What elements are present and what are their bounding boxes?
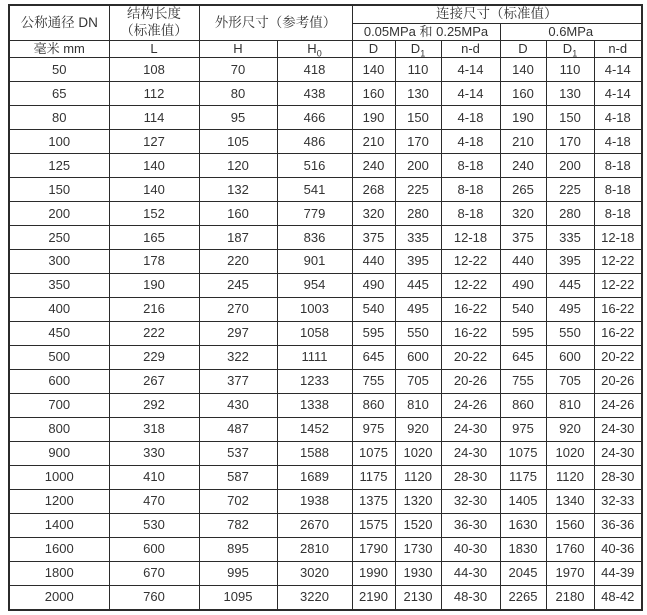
cell-d1-low-pressure: 225 (395, 178, 441, 202)
cell-d-high-pressure: 210 (500, 130, 546, 154)
cell-structure-length: 222 (109, 322, 199, 346)
header-row-groups (9, 5, 642, 23)
table-row (9, 154, 642, 178)
cell-height-h0: 1003 (277, 298, 352, 322)
cell-d1-low-pressure: 1520 (395, 513, 441, 537)
cell-nd-low-pressure: 8-18 (441, 202, 500, 226)
cell-d1-high-pressure: 1760 (546, 537, 594, 561)
cell-d1-low-pressure: 130 (395, 82, 441, 106)
cell-height-h: 487 (199, 417, 277, 441)
cell-d-high-pressure: 375 (500, 226, 546, 250)
cell-d1-high-pressure: 920 (546, 417, 594, 441)
cell-d-high-pressure: 595 (500, 322, 546, 346)
cell-height-h: 702 (199, 489, 277, 513)
cell-height-h: 160 (199, 202, 277, 226)
cell-d-high-pressure: 320 (500, 202, 546, 226)
cell-d-low-pressure: 190 (352, 106, 395, 130)
cell-d-high-pressure: 645 (500, 346, 546, 370)
cell-dn: 800 (9, 417, 109, 441)
cell-d1-low-pressure: 395 (395, 250, 441, 274)
cell-nd-high-pressure: 36-36 (594, 513, 642, 537)
header-connection-dimensions: 连接尺寸（标准值） (352, 5, 642, 23)
cell-nd-high-pressure: 4-14 (594, 58, 642, 82)
cell-d-low-pressure: 210 (352, 130, 395, 154)
cell-structure-length: 152 (109, 202, 199, 226)
cell-nd-high-pressure: 4-18 (594, 106, 642, 130)
cell-nd-high-pressure: 28-30 (594, 465, 642, 489)
cell-d1-low-pressure: 335 (395, 226, 441, 250)
cell-dn: 1400 (9, 513, 109, 537)
cell-d1-low-pressure: 1120 (395, 465, 441, 489)
cell-d-low-pressure: 320 (352, 202, 395, 226)
header-symbol-D1-high: $D_1$ (546, 41, 594, 58)
cell-d1-high-pressure: 495 (546, 298, 594, 322)
cell-d1-low-pressure: 1020 (395, 441, 441, 465)
table-row (9, 346, 642, 370)
cell-d1-high-pressure: 705 (546, 369, 594, 393)
cell-height-h: 270 (199, 298, 277, 322)
table-row (9, 441, 642, 465)
cell-d1-low-pressure: 495 (395, 298, 441, 322)
cell-dn: 400 (9, 298, 109, 322)
cell-d1-low-pressure: 280 (395, 202, 441, 226)
cell-nd-high-pressure: 24-30 (594, 441, 642, 465)
cell-height-h: 120 (199, 154, 277, 178)
cell-d1-low-pressure: 200 (395, 154, 441, 178)
cell-nd-high-pressure: 12-18 (594, 226, 642, 250)
cell-d1-high-pressure: 810 (546, 393, 594, 417)
cell-dn: 500 (9, 346, 109, 370)
cell-nd-low-pressure: 28-30 (441, 465, 500, 489)
cell-d-low-pressure: 975 (352, 417, 395, 441)
cell-d-high-pressure: 140 (500, 58, 546, 82)
header-symbol-H: H (199, 41, 277, 58)
cell-d1-high-pressure: 280 (546, 202, 594, 226)
cell-d-low-pressure: 540 (352, 298, 395, 322)
cell-d1-low-pressure: 550 (395, 322, 441, 346)
cell-nd-high-pressure: 20-26 (594, 369, 642, 393)
cell-nd-high-pressure: 40-36 (594, 537, 642, 561)
table-row (9, 537, 642, 561)
cell-height-h: 1095 (199, 585, 277, 610)
cell-d1-low-pressure: 150 (395, 106, 441, 130)
cell-height-h0: 516 (277, 154, 352, 178)
cell-nd-low-pressure: 24-30 (441, 417, 500, 441)
cell-d1-low-pressure: 920 (395, 417, 441, 441)
cell-nd-high-pressure: 32-33 (594, 489, 642, 513)
table-row (9, 489, 642, 513)
cell-d1-low-pressure: 1320 (395, 489, 441, 513)
header-row-symbols (9, 41, 642, 58)
cell-d-high-pressure: 440 (500, 250, 546, 274)
cell-height-h0: 1452 (277, 417, 352, 441)
table-row (9, 393, 642, 417)
cell-d-low-pressure: 440 (352, 250, 395, 274)
header-symbol-L: L (109, 41, 199, 58)
cell-dn: 50 (9, 58, 109, 82)
table-row (9, 417, 642, 441)
dimension-table-container (8, 4, 643, 611)
cell-d-high-pressure: 190 (500, 106, 546, 130)
table-header (9, 5, 642, 58)
header-structure-length-line2: （标准值） (120, 23, 188, 39)
cell-d-low-pressure: 1790 (352, 537, 395, 561)
cell-nd-high-pressure: 16-22 (594, 322, 642, 346)
table-row (9, 369, 642, 393)
cell-height-h: 105 (199, 130, 277, 154)
cell-d1-high-pressure: 150 (546, 106, 594, 130)
cell-height-h: 220 (199, 250, 277, 274)
cell-d-low-pressure: 140 (352, 58, 395, 82)
header-symbol-D-low: D (352, 41, 395, 58)
table-row (9, 202, 642, 226)
cell-dn: 150 (9, 178, 109, 202)
cell-d1-high-pressure: 110 (546, 58, 594, 82)
cell-height-h0: 954 (277, 274, 352, 298)
table-row (9, 250, 642, 274)
table-body (9, 58, 642, 610)
cell-d1-low-pressure: 1930 (395, 561, 441, 585)
cell-structure-length: 112 (109, 82, 199, 106)
cell-structure-length: 470 (109, 489, 199, 513)
cell-dn: 80 (9, 106, 109, 130)
cell-d-high-pressure: 265 (500, 178, 546, 202)
cell-nd-low-pressure: 32-30 (441, 489, 500, 513)
cell-nd-high-pressure: 8-18 (594, 202, 642, 226)
header-symbol-nd-low: n-d (441, 41, 500, 58)
cell-structure-length: 127 (109, 130, 199, 154)
cell-height-h0: 1058 (277, 322, 352, 346)
cell-height-h: 80 (199, 82, 277, 106)
cell-d-low-pressure: 490 (352, 274, 395, 298)
cell-dn: 1800 (9, 561, 109, 585)
cell-dn: 1200 (9, 489, 109, 513)
cell-nd-high-pressure: 20-22 (594, 346, 642, 370)
cell-dn: 700 (9, 393, 109, 417)
cell-d-low-pressure: 860 (352, 393, 395, 417)
cell-d-low-pressure: 1175 (352, 465, 395, 489)
cell-nd-low-pressure: 8-18 (441, 154, 500, 178)
cell-d-low-pressure: 1990 (352, 561, 395, 585)
cell-d-low-pressure: 1575 (352, 513, 395, 537)
cell-height-h: 430 (199, 393, 277, 417)
cell-height-h: 587 (199, 465, 277, 489)
cell-nd-high-pressure: 48-42 (594, 585, 642, 610)
cell-d-low-pressure: 160 (352, 82, 395, 106)
cell-height-h: 187 (199, 226, 277, 250)
cell-nd-high-pressure: 24-26 (594, 393, 642, 417)
cell-d-low-pressure: 595 (352, 322, 395, 346)
cell-dn: 300 (9, 250, 109, 274)
cell-d-high-pressure: 975 (500, 417, 546, 441)
cell-nd-low-pressure: 16-22 (441, 322, 500, 346)
table-row (9, 585, 642, 610)
cell-height-h0: 3220 (277, 585, 352, 610)
table-row (9, 465, 642, 489)
cell-height-h0: 779 (277, 202, 352, 226)
header-symbol-H0: $H_0$ (277, 41, 352, 58)
header-symbol-D1-low: $D_1$ (395, 41, 441, 58)
table-row (9, 274, 642, 298)
cell-nd-low-pressure: 20-22 (441, 346, 500, 370)
cell-structure-length: 190 (109, 274, 199, 298)
cell-height-h: 537 (199, 441, 277, 465)
cell-d-high-pressure: 2045 (500, 561, 546, 585)
cell-dn: 900 (9, 441, 109, 465)
cell-height-h0: 2670 (277, 513, 352, 537)
cell-structure-length: 114 (109, 106, 199, 130)
cell-height-h: 297 (199, 322, 277, 346)
cell-d-high-pressure: 240 (500, 154, 546, 178)
cell-nd-low-pressure: 4-14 (441, 82, 500, 106)
cell-height-h: 322 (199, 346, 277, 370)
cell-d-high-pressure: 755 (500, 369, 546, 393)
table-row (9, 226, 642, 250)
cell-d1-high-pressure: 550 (546, 322, 594, 346)
table-row (9, 298, 642, 322)
cell-nd-low-pressure: 4-18 (441, 130, 500, 154)
cell-d-high-pressure: 160 (500, 82, 546, 106)
cell-nd-high-pressure: 16-22 (594, 298, 642, 322)
cell-nd-high-pressure: 8-18 (594, 178, 642, 202)
cell-d-high-pressure: 1075 (500, 441, 546, 465)
cell-dn: 250 (9, 226, 109, 250)
header-unit-mm: 毫米 mm (9, 41, 109, 58)
cell-height-h: 245 (199, 274, 277, 298)
cell-nd-low-pressure: 4-14 (441, 58, 500, 82)
cell-nd-high-pressure: 12-22 (594, 274, 642, 298)
cell-nd-low-pressure: 12-22 (441, 274, 500, 298)
cell-nd-low-pressure: 40-30 (441, 537, 500, 561)
cell-structure-length: 318 (109, 417, 199, 441)
cell-d1-high-pressure: 2180 (546, 585, 594, 610)
table-row (9, 82, 642, 106)
cell-structure-length: 267 (109, 369, 199, 393)
cell-d-low-pressure: 1375 (352, 489, 395, 513)
cell-structure-length: 229 (109, 346, 199, 370)
cell-height-h0: 901 (277, 250, 352, 274)
cell-d1-high-pressure: 200 (546, 154, 594, 178)
cell-dn: 125 (9, 154, 109, 178)
cell-height-h: 895 (199, 537, 277, 561)
cell-d-low-pressure: 240 (352, 154, 395, 178)
cell-structure-length: 600 (109, 537, 199, 561)
table-row (9, 513, 642, 537)
cell-d1-high-pressure: 600 (546, 346, 594, 370)
cell-nd-low-pressure: 12-18 (441, 226, 500, 250)
cell-d1-high-pressure: 1120 (546, 465, 594, 489)
cell-dn: 200 (9, 202, 109, 226)
cell-structure-length: 292 (109, 393, 199, 417)
cell-d-high-pressure: 860 (500, 393, 546, 417)
cell-structure-length: 410 (109, 465, 199, 489)
cell-height-h: 70 (199, 58, 277, 82)
cell-height-h0: 836 (277, 226, 352, 250)
cell-structure-length: 670 (109, 561, 199, 585)
cell-nd-low-pressure: 20-26 (441, 369, 500, 393)
cell-height-h0: 1338 (277, 393, 352, 417)
cell-dn: 450 (9, 322, 109, 346)
table-row (9, 561, 642, 585)
table-row (9, 178, 642, 202)
table-row (9, 58, 642, 82)
cell-height-h: 132 (199, 178, 277, 202)
cell-nd-low-pressure: 36-30 (441, 513, 500, 537)
cell-structure-length: 530 (109, 513, 199, 537)
cell-structure-length: 178 (109, 250, 199, 274)
cell-nd-low-pressure: 16-22 (441, 298, 500, 322)
cell-height-h0: 1938 (277, 489, 352, 513)
cell-d1-low-pressure: 810 (395, 393, 441, 417)
cell-d1-high-pressure: 1970 (546, 561, 594, 585)
cell-d1-high-pressure: 225 (546, 178, 594, 202)
cell-height-h: 95 (199, 106, 277, 130)
cell-structure-length: 165 (109, 226, 199, 250)
cell-height-h: 782 (199, 513, 277, 537)
header-symbol-D-high: D (500, 41, 546, 58)
cell-d1-low-pressure: 1730 (395, 537, 441, 561)
cell-structure-length: 140 (109, 154, 199, 178)
cell-height-h0: 2810 (277, 537, 352, 561)
cell-d-high-pressure: 540 (500, 298, 546, 322)
cell-height-h0: 3020 (277, 561, 352, 585)
cell-nd-low-pressure: 48-30 (441, 585, 500, 610)
table-row (9, 322, 642, 346)
cell-height-h: 995 (199, 561, 277, 585)
cell-dn: 1000 (9, 465, 109, 489)
cell-d1-high-pressure: 1020 (546, 441, 594, 465)
cell-height-h0: 418 (277, 58, 352, 82)
cell-d-high-pressure: 1830 (500, 537, 546, 561)
header-symbol-nd-high: n-d (594, 41, 642, 58)
cell-nd-low-pressure: 4-18 (441, 106, 500, 130)
cell-d1-low-pressure: 445 (395, 274, 441, 298)
cell-d-high-pressure: 490 (500, 274, 546, 298)
cell-height-h0: 1233 (277, 369, 352, 393)
cell-nd-low-pressure: 44-30 (441, 561, 500, 585)
cell-height-h0: 486 (277, 130, 352, 154)
cell-dn: 1600 (9, 537, 109, 561)
cell-d1-low-pressure: 110 (395, 58, 441, 82)
cell-d1-low-pressure: 170 (395, 130, 441, 154)
cell-d-low-pressure: 2190 (352, 585, 395, 610)
cell-nd-low-pressure: 24-30 (441, 441, 500, 465)
header-outline-dimensions: 外形尺寸（参考值） (199, 5, 352, 41)
cell-nd-high-pressure: 24-30 (594, 417, 642, 441)
cell-d-high-pressure: 1175 (500, 465, 546, 489)
cell-d1-low-pressure: 705 (395, 369, 441, 393)
cell-nd-low-pressure: 12-22 (441, 250, 500, 274)
cell-d1-high-pressure: 395 (546, 250, 594, 274)
cell-d-low-pressure: 375 (352, 226, 395, 250)
cell-d1-high-pressure: 335 (546, 226, 594, 250)
header-structure-length-line1: 结构长度 (127, 6, 181, 22)
cell-d-high-pressure: 1630 (500, 513, 546, 537)
cell-height-h0: 1111 (277, 346, 352, 370)
cell-dn: 2000 (9, 585, 109, 610)
cell-height-h: 377 (199, 369, 277, 393)
cell-nd-high-pressure: 4-18 (594, 130, 642, 154)
table-row (9, 130, 642, 154)
cell-structure-length: 216 (109, 298, 199, 322)
cell-d-low-pressure: 268 (352, 178, 395, 202)
cell-structure-length: 330 (109, 441, 199, 465)
cell-structure-length: 760 (109, 585, 199, 610)
cell-d1-low-pressure: 2130 (395, 585, 441, 610)
cell-d-low-pressure: 1075 (352, 441, 395, 465)
cell-nd-high-pressure: 12-22 (594, 250, 642, 274)
header-pressure-high: 0.6MPa (500, 23, 642, 40)
cell-height-h0: 438 (277, 82, 352, 106)
cell-dn: 600 (9, 369, 109, 393)
cell-dn: 65 (9, 82, 109, 106)
cell-d1-low-pressure: 600 (395, 346, 441, 370)
cell-nd-high-pressure: 4-14 (594, 82, 642, 106)
cell-structure-length: 108 (109, 58, 199, 82)
cell-dn: 100 (9, 130, 109, 154)
cell-d-high-pressure: 2265 (500, 585, 546, 610)
cell-nd-high-pressure: 8-18 (594, 154, 642, 178)
header-pressure-low: 0.05MPa 和 0.25MPa (352, 23, 500, 40)
dimension-table (8, 4, 643, 611)
cell-structure-length: 140 (109, 178, 199, 202)
cell-d1-high-pressure: 170 (546, 130, 594, 154)
cell-d-low-pressure: 645 (352, 346, 395, 370)
cell-d-low-pressure: 755 (352, 369, 395, 393)
header-structure-length (109, 5, 199, 41)
cell-nd-low-pressure: 24-26 (441, 393, 500, 417)
cell-d1-high-pressure: 1560 (546, 513, 594, 537)
cell-nd-low-pressure: 8-18 (441, 178, 500, 202)
cell-height-h0: 1689 (277, 465, 352, 489)
cell-nd-high-pressure: 44-39 (594, 561, 642, 585)
header-nominal-diameter: 公称通径 DN (9, 5, 109, 41)
cell-height-h0: 1588 (277, 441, 352, 465)
cell-d1-high-pressure: 1340 (546, 489, 594, 513)
cell-height-h0: 466 (277, 106, 352, 130)
cell-dn: 350 (9, 274, 109, 298)
cell-d1-high-pressure: 130 (546, 82, 594, 106)
cell-d1-high-pressure: 445 (546, 274, 594, 298)
table-row (9, 106, 642, 130)
cell-d-high-pressure: 1405 (500, 489, 546, 513)
cell-height-h0: 541 (277, 178, 352, 202)
